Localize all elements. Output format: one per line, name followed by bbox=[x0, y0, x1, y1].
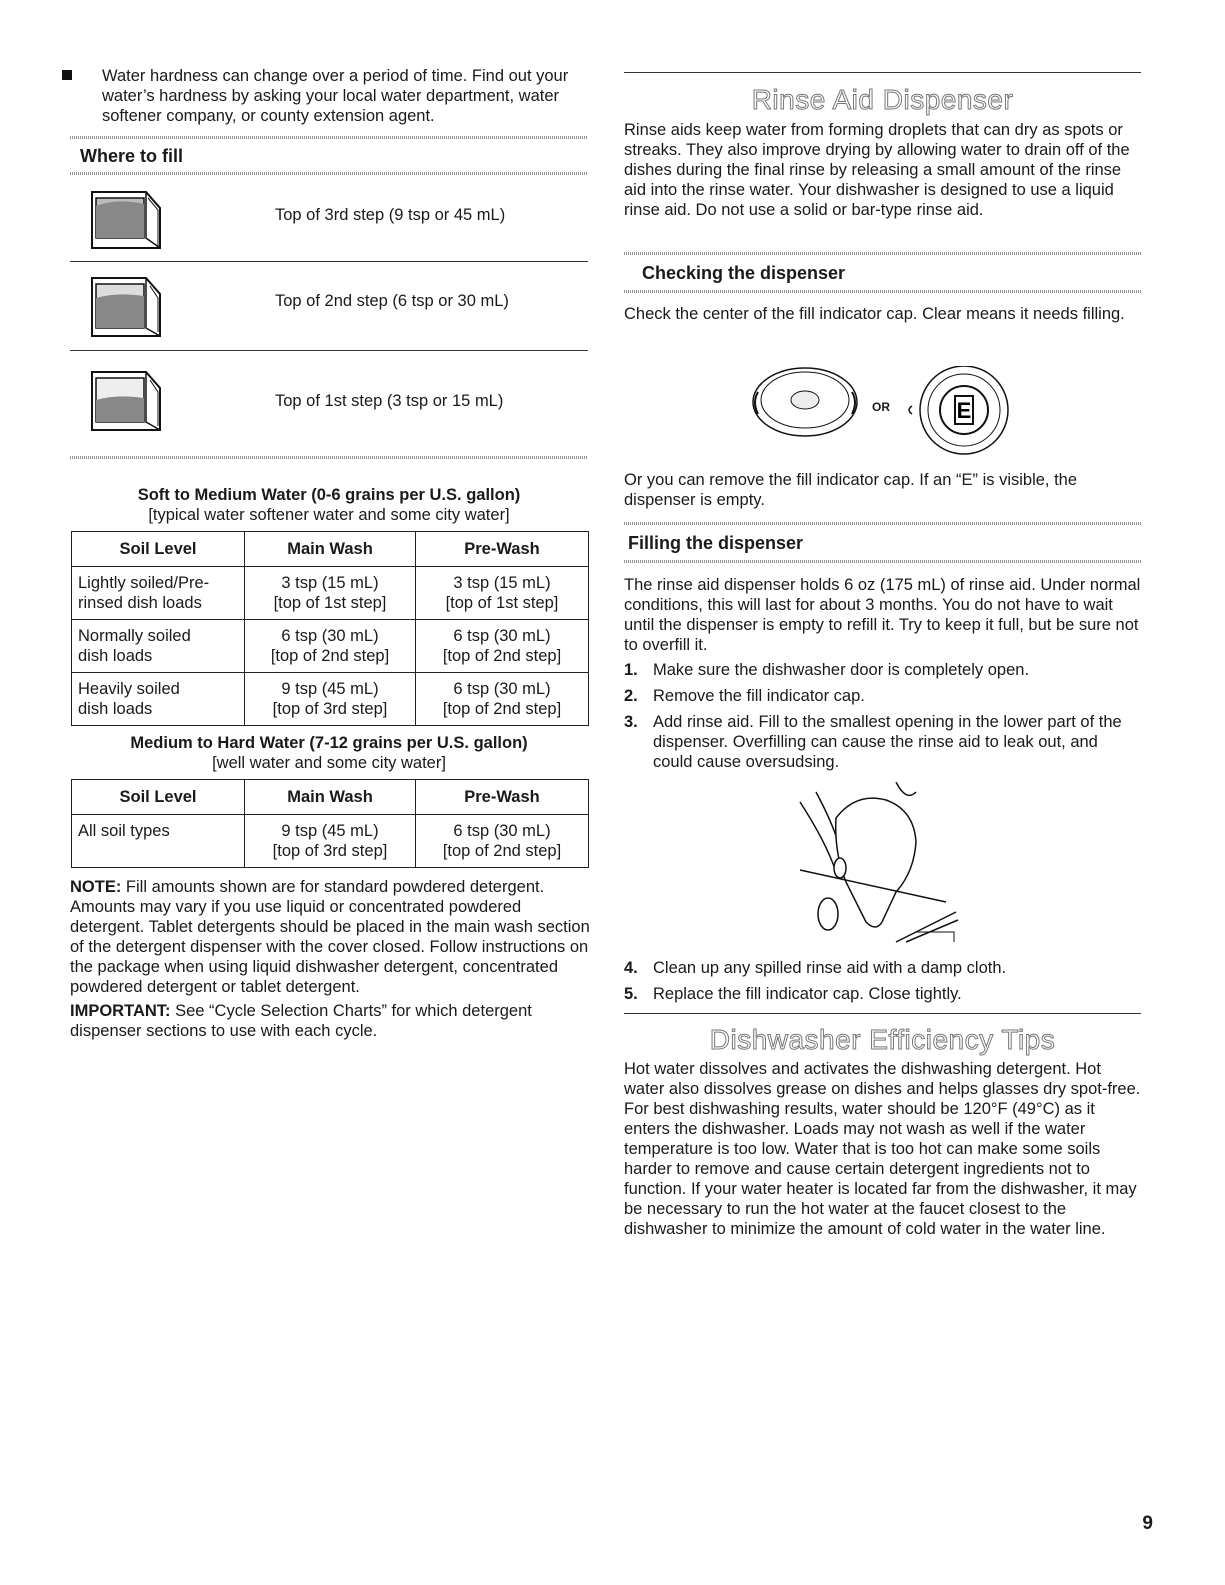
note-paragraph bbox=[70, 877, 595, 997]
important-paragraph bbox=[70, 1001, 595, 1041]
important-label: IMPORTANT: bbox=[70, 1002, 171, 1020]
note-text: Fill amounts shown are for standard powdered detergent. Amounts may vary if you use liquid or concentrated powdered detergent. Tablet detergents should be placed in the main wash section of the detergent dispenser with the cover closed. Follow instructions on the package when using liquid dishwasher detergent, concentrated powdered detergent or tablet detergent. bbox=[70, 878, 590, 996]
closing-steps-list bbox=[624, 958, 1141, 1010]
list-item: 4. Clean up any spilled rinse aid with a damp cloth. bbox=[624, 959, 1007, 977]
checking-dispenser-heading: Checking the dispenser bbox=[642, 263, 846, 283]
table-row bbox=[72, 567, 589, 620]
column-header: Pre-Wash bbox=[416, 780, 589, 815]
dotted-divider bbox=[624, 522, 1141, 525]
table-cell: 3 tsp (15 mL) [top of 1st step] bbox=[416, 567, 589, 620]
fill-row-1st-step: Top of 1st step (3 tsp or 15 mL) bbox=[275, 392, 504, 410]
filling-steps-list bbox=[624, 660, 1141, 778]
table-row bbox=[72, 673, 589, 726]
dotted-divider bbox=[70, 136, 588, 139]
where-to-fill-heading: Where to fill bbox=[80, 146, 183, 166]
column-header: Main Wash bbox=[245, 532, 416, 567]
dotted-divider bbox=[624, 290, 1141, 293]
remove-cap-text: Or you can remove the fill indicator cap. If an “E” is visible, the dispenser is empty. bbox=[624, 471, 1078, 509]
table-cell: All soil types bbox=[72, 815, 245, 868]
efficiency-tips-title: Dishwasher Efficiency Tips bbox=[709, 1024, 1056, 1055]
dotted-divider bbox=[624, 252, 1141, 255]
table-cell: 6 tsp (30 mL) [top of 2nd step] bbox=[245, 620, 416, 673]
fill-indicator-cap-icon bbox=[750, 364, 860, 444]
filling-dispenser-text: The rinse aid dispenser holds 6 oz (175 mL) of rinse aid. Under normal conditions, this will last for about 3 months. You do not have to wait until the dispenser is empty to refill it. Try to keep it full, but be sure not to overfill it. bbox=[624, 576, 1141, 654]
divider bbox=[70, 261, 588, 262]
table-cell: Heavily soiled dish loads bbox=[72, 673, 245, 726]
table-cell: Lightly soiled/Pre- rinsed dish loads bbox=[72, 567, 245, 620]
table-row bbox=[72, 620, 589, 673]
svg-text:E: E bbox=[956, 398, 972, 423]
table-cell: 6 tsp (30 mL) [top of 2nd step] bbox=[416, 815, 589, 868]
table-cell: 3 tsp (15 mL) [top of 1st step] bbox=[245, 567, 416, 620]
table-row bbox=[72, 815, 589, 868]
dotted-divider bbox=[624, 560, 1141, 563]
table-cell: Normally soiled dish loads bbox=[72, 620, 245, 673]
fill-row-2nd-step: Top of 2nd step (6 tsp or 30 mL) bbox=[275, 292, 509, 310]
list-item: 1. Make sure the dishwasher door is completely open. bbox=[624, 661, 1030, 679]
page-number: 9 bbox=[1142, 1513, 1153, 1534]
divider bbox=[70, 350, 588, 351]
table-header-row bbox=[72, 780, 589, 815]
table-cell: 6 tsp (30 mL) [top of 2nd step] bbox=[416, 673, 589, 726]
cap-removed-e-visible-icon bbox=[902, 366, 1017, 456]
detergent-cup-3rd-step-icon bbox=[88, 186, 164, 254]
efficiency-tips-text: Hot water dissolves and activates the dishwashing detergent. Hot water also dissolves grease on dishes and helps glasses dry spot-free. For best dishwashing results, water should be 120°F (49°C) as it enters the dishwasher. Loads may not wash as well if the water temperature is too low. Water that is too hot can make some soils harder to remove and cause certain detergent ingredients not to function. If your water heater is located far from the dishwasher, it may be necessary to run the hot water at the faucet closest to the dishwasher to minimize the amount of cold water in the water line. bbox=[624, 1060, 1141, 1238]
list-item: 5. Replace the fill indicator cap. Close tightly. bbox=[624, 985, 962, 1003]
dotted-divider bbox=[70, 456, 588, 459]
divider bbox=[624, 72, 1141, 73]
rinse-aid-title: Rinse Aid Dispenser bbox=[751, 84, 1014, 115]
table-cell: 9 tsp (45 mL) [top of 3rd step] bbox=[245, 673, 416, 726]
detergent-cup-2nd-step-icon bbox=[88, 272, 164, 342]
detergent-cup-1st-step-icon bbox=[88, 364, 164, 436]
fill-row-3rd-step: Top of 3rd step (9 tsp or 45 mL) bbox=[275, 206, 506, 224]
dotted-divider bbox=[70, 172, 588, 175]
note-label: NOTE: bbox=[70, 878, 122, 896]
table-cell: 9 tsp (45 mL) [top of 3rd step] bbox=[245, 815, 416, 868]
table-header-row bbox=[72, 532, 589, 567]
bullet-marker bbox=[62, 70, 72, 80]
table1-title: Soft to Medium Water (0-6 grains per U.S. gallon) bbox=[137, 486, 521, 504]
column-header: Soil Level bbox=[72, 532, 245, 567]
important-text: See “Cycle Selection Charts” for which detergent dispenser sections to use with each cycle. bbox=[70, 1002, 532, 1040]
table2-subtitle: [well water and some city water] bbox=[212, 754, 446, 772]
checking-dispenser-text: Check the center of the fill indicator cap. Clear means it needs filling. bbox=[624, 305, 1125, 323]
table2-title: Medium to Hard Water (7-12 grains per U.S. gallon) bbox=[130, 734, 528, 752]
table1-subtitle: [typical water softener water and some city water] bbox=[148, 506, 510, 524]
filling-dispenser-heading: Filling the dispenser bbox=[628, 533, 804, 553]
detergent-table-hard-water bbox=[71, 779, 589, 868]
divider bbox=[624, 1013, 1141, 1014]
detergent-table-soft-water bbox=[71, 531, 589, 726]
list-item: 2. Remove the fill indicator cap. bbox=[624, 687, 865, 705]
column-header: Soil Level bbox=[72, 780, 245, 815]
or-label: OR bbox=[872, 400, 890, 414]
column-header: Main Wash bbox=[245, 780, 416, 815]
rinse-aid-intro: Rinse aids keep water from forming droplets that can dry as spots or streaks. They also improve drying by allowing water to drain off of the dishes during the final rinse by releasing a small amount of the rinse aid into the rinse water. Your dishwasher is designed to use a liquid rinse aid. Do not use a solid or bar-type rinse aid. bbox=[624, 121, 1130, 219]
water-hardness-bullet: Water hardness can change over a period of time. Find out your water’s hardness by asking your local water department, water softener company, or county extension agent. bbox=[102, 67, 569, 125]
pouring-rinse-aid-illustration bbox=[796, 782, 961, 947]
table-cell: 6 tsp (30 mL) [top of 2nd step] bbox=[416, 620, 589, 673]
column-header: Pre-Wash bbox=[416, 532, 589, 567]
list-item: 3. Add rinse aid. Fill to the smallest opening in the lower part of the dispenser. Overfilling can cause the rinse aid to leak out, and could cause oversudsing. bbox=[624, 713, 1122, 771]
